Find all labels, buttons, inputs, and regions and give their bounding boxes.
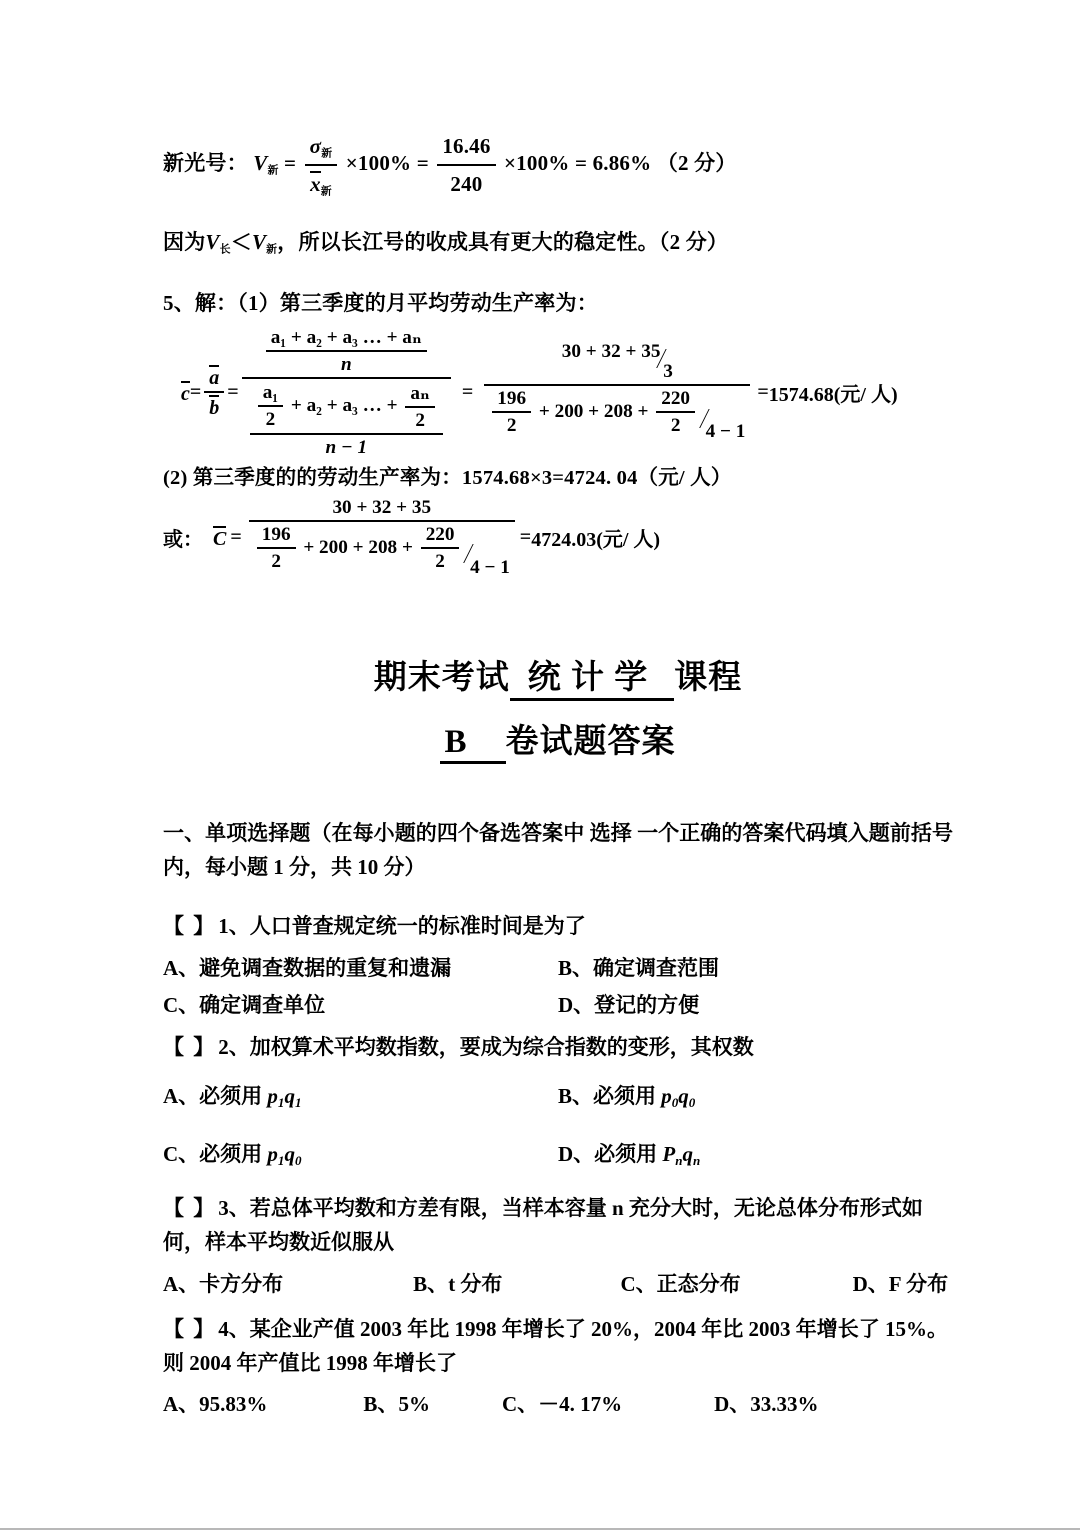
- q5-result-value: 1574.68(元/ 人): [768, 383, 898, 406]
- alt-label: 或：: [163, 529, 203, 552]
- n-denominator: n: [340, 354, 352, 376]
- variable-v-chang-subscript: 长: [219, 243, 231, 256]
- exam-title-line-1: [163, 651, 953, 701]
- sum-a-terms: a₁ + a₂ + a₃ … + aₙ: [266, 325, 427, 352]
- spacer: [622, 1388, 714, 1422]
- option-b[interactable]: [558, 952, 953, 986]
- compound-fraction-numeric: [484, 341, 750, 443]
- spacer: [267, 1388, 363, 1422]
- question-number: 4、: [218, 1317, 250, 1342]
- p-symbol: p: [661, 1084, 672, 1109]
- solidus-slash: ⁄: [660, 342, 664, 375]
- fraction-denominator: 2: [506, 415, 517, 437]
- option-text: －4. 17%: [538, 1392, 623, 1417]
- fraction-denominator: [305, 166, 338, 201]
- p-subscript: n: [675, 1153, 683, 1169]
- alt-compound-fraction: [249, 497, 515, 579]
- option-c[interactable]: [163, 1138, 558, 1172]
- q-subscript: 1: [294, 1095, 302, 1111]
- a-bar-symbol: a: [209, 366, 220, 389]
- question-1-options-row-2: [163, 989, 953, 1023]
- p-subscript: 1: [277, 1153, 285, 1169]
- fraction-196-over-2: [492, 388, 531, 437]
- question-4: [163, 1313, 953, 1422]
- divisor-3: 3: [663, 361, 673, 383]
- question-2: [163, 1031, 953, 1173]
- fraction-196-over-2: [257, 524, 296, 573]
- option-label: B、: [558, 955, 594, 980]
- inner-fraction-top: [266, 325, 427, 376]
- spacer: [430, 1388, 502, 1422]
- paper-code-underlined: B: [440, 724, 505, 764]
- compound-fraction-general: [242, 325, 451, 459]
- option-a[interactable]: [163, 1388, 267, 1422]
- answer-bracket[interactable]: 【 】: [163, 1196, 217, 1221]
- b-bar-symbol: b: [209, 396, 220, 419]
- q5-header: 5、解：（1）第三季度的月平均劳动生产率为：: [163, 290, 598, 315]
- option-text: t 分布: [448, 1271, 503, 1296]
- fraction-abar-over-bbar: [204, 365, 224, 420]
- option-text: 必须用: [593, 1084, 662, 1109]
- option-text: 必须用: [199, 1142, 268, 1167]
- question-3-options: [163, 1268, 953, 1302]
- p-subscript: 0: [671, 1095, 679, 1111]
- slant-fraction-bottom: [254, 524, 510, 579]
- conclusion-text: ，所以长江号的收成具有更大的稳定性。: [277, 230, 659, 255]
- multiply-100-pct-2: ×100%: [504, 150, 570, 175]
- equals-sign: =: [461, 380, 474, 403]
- C-bar-symbol: C: [213, 528, 227, 551]
- sigma-subscript: 新: [321, 147, 333, 160]
- question-1-stem: [163, 910, 953, 944]
- divisor-4-minus-1: 4 − 1: [470, 557, 510, 578]
- formula-xinguang-v: [163, 130, 953, 200]
- q-symbol: q: [284, 1142, 295, 1167]
- q5-part2-line: (2) 第三季度的的劳动生产率为：1574.68×3=4724. 04（元/ 人）: [163, 467, 732, 490]
- slant-fraction-top: [562, 341, 673, 383]
- question-2-options-row-1: [163, 1080, 953, 1114]
- fraction-denominator: [242, 379, 451, 459]
- option-label: B、: [413, 1271, 449, 1296]
- formula-label: 新光号：: [163, 150, 248, 175]
- answer-bracket[interactable]: 【 】: [163, 1317, 217, 1342]
- divisor-4-minus-1: 4 − 1: [705, 421, 746, 443]
- fraction-denominator: 2: [435, 550, 445, 572]
- option-label: C、: [163, 993, 200, 1018]
- option-d[interactable]: [558, 1138, 953, 1172]
- score-note: （2 分）: [658, 230, 729, 255]
- option-text: 登记的方便: [594, 993, 700, 1018]
- p-symbol: p: [267, 1142, 278, 1167]
- variable-v-xin: V: [251, 230, 267, 255]
- formula-body: V新 = $\frac{\text{σ新}}{\text{x新}}$ ×100% = $\frac{16.46}{240}$ ×100% = 6.86% （2 分）: [253, 130, 736, 200]
- q-subscript: 0: [688, 1095, 696, 1111]
- question-2-stem: [163, 1031, 953, 1065]
- option-c[interactable]: [620, 1268, 740, 1302]
- fraction-numerator: [305, 130, 338, 166]
- option-label: B、: [363, 1392, 399, 1417]
- option-d[interactable]: [558, 989, 953, 1023]
- option-text: 确定调查范围: [593, 955, 720, 980]
- fraction-1646-over-240: [437, 130, 495, 200]
- fraction-denominator: 2: [265, 409, 276, 431]
- option-label: A、: [163, 1392, 200, 1417]
- q5-alt-formula: 或： C = 30 + 32 + 35 $\frac{196}{2}$ + 200 + 208 + $\frac{220}{2}$ ⁄4 − 1 = 4724.03(元/ 人): [163, 496, 661, 578]
- exam-title-suffix: 课程: [674, 660, 743, 696]
- denominator-terms: [254, 523, 468, 572]
- option-label: C、: [501, 1392, 539, 1417]
- option-label: A、: [163, 955, 200, 980]
- alt-result-value: 4724.03(元/ 人): [531, 529, 661, 552]
- fraction-denominator: [204, 393, 224, 420]
- option-label: D、: [558, 993, 595, 1018]
- p-symbol: P: [662, 1142, 676, 1167]
- c-bar-symbol: c: [181, 382, 190, 405]
- fraction-numerator: aₙ: [405, 381, 435, 408]
- option-label: C、: [163, 1142, 200, 1167]
- question-1-options-row-1: [163, 952, 953, 986]
- solidus-slash: ⁄: [466, 538, 471, 571]
- option-label: D、: [852, 1271, 889, 1296]
- exam-title-block: [163, 651, 953, 764]
- exam-title-line-2: [163, 715, 953, 764]
- question-number: 1、: [218, 914, 250, 939]
- q-subscript: n: [693, 1153, 701, 1169]
- q-symbol: q: [284, 1084, 295, 1109]
- variable-v-xin-subscript: 新: [266, 243, 278, 256]
- question-text: 若总体平均数和方差有限，当样本容量 n 充分大时，无论总体分布形式如何，样本平均数近似服从: [163, 1196, 923, 1254]
- option-c[interactable]: [163, 989, 558, 1023]
- section-one-heading: 一、单项选择题（在每小题的四个备选答案中 选择 一个正确的答案代码填入题前括号内，每小题 1 分，共 10 分）: [163, 821, 953, 880]
- option-c[interactable]: [502, 1388, 622, 1422]
- spacer: [283, 1268, 413, 1302]
- page-content: [163, 130, 953, 1422]
- question-1: [163, 910, 953, 1023]
- q-symbol: q: [678, 1084, 689, 1109]
- option-label: A、: [163, 1271, 200, 1296]
- option-text: 确定调查单位: [199, 993, 326, 1018]
- question-text: 加权算术平均数指数，要成为综合指数的变形，其权数: [249, 1034, 754, 1059]
- spacer: [741, 1268, 853, 1302]
- option-b[interactable]: [363, 1388, 430, 1422]
- fraction-an-over-2: [405, 381, 435, 432]
- option-a[interactable]: [163, 1080, 558, 1114]
- inner-fraction-bottom: [250, 381, 443, 459]
- fraction-denominator: 2: [415, 410, 425, 432]
- score-note: （2 分）: [656, 150, 737, 175]
- middle-terms: + a₂ + a₃ … +: [290, 395, 398, 417]
- q5-main-formula: c = $\frac{a}{b}$ = $\frac{\text{a₁ + a₂ + a₃ … + aₙ}}{n}$ $\frac{\text{a₁}}{2}$ + a₂ + a₃ … + $\frac{\text{aₙ}}{2}$ n − 1 = 30 + 32 + 35⁄3 $\frac{196}{2}$ + 200 + 208 + $\frac{220}{2}$ ⁄4 − 1 = 1574.68(元/ 人): [181, 327, 898, 459]
- question-number: 3、: [218, 1196, 250, 1221]
- question-number: 2、: [218, 1034, 250, 1059]
- numerator-terms: 30 + 32 + 35: [561, 341, 661, 363]
- fraction-denominator: 2: [271, 550, 281, 572]
- question-3: [163, 1192, 953, 1301]
- option-text: 5%: [398, 1392, 430, 1417]
- middle-terms: + 200 + 208 +: [538, 401, 649, 423]
- fraction-denominator: [484, 386, 750, 443]
- option-text: F 分布: [888, 1271, 949, 1296]
- fraction-220-over-2: [421, 524, 460, 573]
- option-text: 必须用: [199, 1084, 268, 1109]
- fraction-a1-over-2: [258, 382, 283, 431]
- less-than-sign: ＜: [230, 230, 252, 255]
- option-label: D、: [714, 1392, 751, 1417]
- option-label: B、: [558, 1084, 594, 1109]
- option-text: 避免调查数据的重复和遗漏: [199, 955, 452, 980]
- middle-terms: + 200 + 208 +: [303, 536, 413, 558]
- option-text: 卡方分布: [199, 1271, 284, 1296]
- slant-fraction-bottom: [489, 388, 745, 443]
- answer-bracket[interactable]: 【 】: [163, 914, 217, 939]
- multiply-100-pct-1: ×100%: [345, 150, 412, 175]
- denominator-terms: [489, 388, 703, 437]
- answer-bracket[interactable]: 【 】: [163, 1034, 217, 1059]
- question-text: 某企业产值 2003 年比 1998 年增长了 20%，2004 年比 2003 年增长了 15%。则 2004 年产值比 1998 年增长了: [163, 1317, 948, 1375]
- question-3-stem: [163, 1192, 953, 1259]
- spacer: [502, 1268, 620, 1302]
- option-text: 必须用: [594, 1142, 663, 1167]
- option-a[interactable]: [163, 1268, 283, 1302]
- fraction-220-over-2: [656, 388, 695, 437]
- fraction-numerator: [484, 341, 750, 386]
- fraction-numerator: 16.46: [437, 130, 495, 166]
- option-text: 95.83%: [199, 1392, 268, 1417]
- conclusion-prefix: 因为: [163, 230, 206, 255]
- question-4-options: [163, 1388, 953, 1422]
- n-minus-1-denominator: n − 1: [325, 437, 368, 459]
- exam-title-prefix: 期末考试: [373, 660, 510, 696]
- xbar-symbol: x: [310, 171, 321, 196]
- fraction-numerator: [204, 365, 224, 393]
- fraction-numerator: a₁: [258, 382, 283, 407]
- q-subscript: 0: [294, 1153, 302, 1169]
- variable-v-subscript: 新: [267, 164, 279, 177]
- option-text: 正态分布: [656, 1271, 741, 1296]
- half-sum-terms: [250, 381, 443, 435]
- fraction-numerator: 220: [421, 524, 460, 549]
- fraction-sigma-over-xbar: [305, 130, 338, 200]
- fraction-numerator: 196: [492, 388, 531, 413]
- fraction-numerator: [242, 325, 451, 379]
- variable-v-chang: V: [205, 230, 220, 255]
- option-d[interactable]: [714, 1388, 818, 1422]
- question-2-options-row-2: [163, 1138, 953, 1172]
- option-a[interactable]: [163, 952, 558, 986]
- fraction-denominator: 240: [450, 171, 483, 196]
- p-subscript: 1: [277, 1095, 285, 1111]
- question-text: 人口普查规定统一的标准时间是为了: [249, 914, 586, 939]
- conclusion-line: [163, 226, 953, 259]
- option-label: D、: [558, 1142, 595, 1167]
- fraction-numerator: 196: [257, 524, 296, 549]
- fraction-denominator: 2: [670, 415, 681, 437]
- fraction-denominator: [249, 522, 515, 579]
- sigma-symbol: σ: [309, 134, 322, 158]
- result-value: 6.86%: [592, 150, 652, 175]
- option-b[interactable]: [413, 1268, 502, 1302]
- course-name-underlined: 统 计 学: [510, 651, 675, 701]
- fraction-numerator: 220: [656, 388, 695, 413]
- option-d[interactable]: [853, 1268, 948, 1302]
- p-symbol: p: [267, 1084, 278, 1109]
- question-4-stem: [163, 1313, 953, 1380]
- xbar-subscript: 新: [320, 185, 332, 198]
- fraction-numerator: 30 + 32 + 35: [249, 497, 515, 522]
- solidus-slash: ⁄: [702, 402, 706, 435]
- option-label: C、: [620, 1271, 657, 1296]
- option-b[interactable]: [558, 1080, 953, 1114]
- variable-v: V: [253, 150, 268, 175]
- option-text: 33.33%: [750, 1392, 819, 1417]
- option-label: A、: [163, 1084, 200, 1109]
- exam-title-tail: 卷试题答案: [505, 724, 676, 760]
- q-symbol: q: [682, 1142, 693, 1167]
